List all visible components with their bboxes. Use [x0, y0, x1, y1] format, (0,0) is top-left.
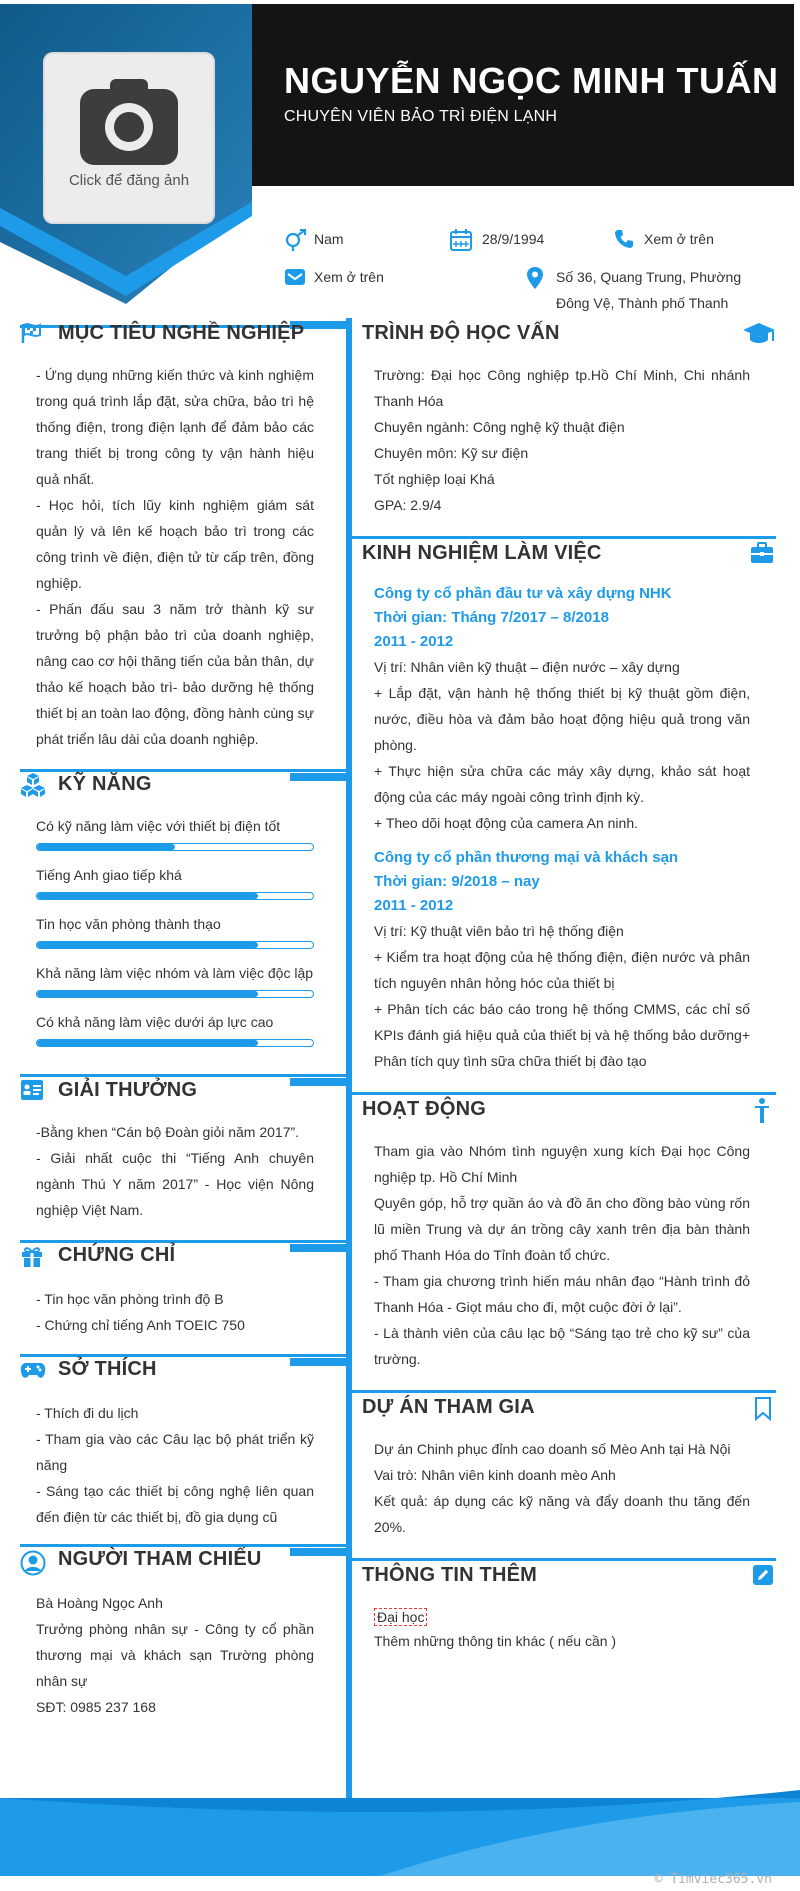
hobbies-title[interactable]: SỞ THÍCH	[58, 1358, 157, 1380]
skill-bar	[36, 990, 314, 998]
gender-icon	[284, 229, 310, 251]
education-grade[interactable]: Tốt nghiệp loại Khá	[374, 471, 495, 487]
skills-rule-accent	[290, 773, 346, 781]
project-line: Dự án Chinh phục đỉnh cao doanh số Mèo Anh tại Hà Nội	[374, 1441, 731, 1457]
email-icon	[284, 267, 306, 287]
experience-rule	[352, 536, 776, 539]
reference-position: Trưởng phòng nhân sự - Công ty cổ phần thương mại và khách sạn Trường phòng nhân sự	[36, 1621, 314, 1689]
skill-label[interactable]: Khả năng làm việc nhóm và làm việc độc lập	[36, 965, 314, 981]
awards-title[interactable]: GIẢI THƯỞNG	[58, 1079, 198, 1101]
person-icon	[754, 1098, 770, 1124]
activities-body[interactable]	[374, 1138, 750, 1372]
hobbies-body[interactable]	[36, 1400, 314, 1530]
objective-line: - Ứng dụng những kiến thức và kinh nghiệm trong quá trình lắp đặt, sửa chữa, bảo trì hệ thống điện, trong điện lạnh để đảm bảo các trang thiết bị trong công ty vận hành hiệu quả nhất.	[36, 367, 314, 487]
user-circle-icon	[20, 1550, 46, 1576]
projects-body[interactable]	[374, 1436, 750, 1540]
skill-bar-fill	[37, 893, 258, 899]
award-line: -Bằng khen “Cán bộ Đoàn giỏi năm 2017”.	[36, 1124, 300, 1140]
gender-value[interactable]: Nam	[314, 231, 344, 247]
certificates-rule	[20, 1240, 346, 1243]
awards-body[interactable]	[36, 1119, 314, 1223]
job-duty: + Theo dõi hoạt động của camera An ninh.	[374, 815, 638, 831]
activity-line: Tham gia vào Nhóm tình nguyện xung kích Đại học Công nghiệp tp. Hồ Chí Minh	[374, 1143, 750, 1185]
flag-icon	[20, 322, 46, 344]
phone-value[interactable]: Xem ở trên	[644, 231, 714, 247]
activities-rule	[352, 1092, 776, 1095]
skill-bar	[36, 1039, 314, 1047]
camera-icon	[80, 79, 178, 165]
photo-panel	[0, 4, 252, 310]
phone-icon	[614, 229, 634, 249]
awards-rule	[20, 1074, 346, 1077]
certificate-line: - Tin học văn phòng trình độ B	[36, 1291, 224, 1307]
education-school[interactable]: Trường: Đại học Công nghiệp tp.Hồ Chí Minh, Chi nhánh Thanh Hóa	[374, 367, 750, 409]
activity-line: Quyên góp, hỗ trợ quần áo và đồ ăn cho đồng bào vùng rốn lũ miền Trung và dự án trồng cây xanh trên địa bàn thành phố Thanh Hóa do Tỉnh đoàn tổ chức.	[374, 1195, 750, 1263]
education-title[interactable]: TRÌNH ĐỘ HỌC VẤN	[362, 322, 560, 344]
skill-bar-fill	[37, 991, 258, 997]
reference-rule-accent	[290, 1548, 346, 1556]
hobbies-rule-accent	[290, 1358, 346, 1366]
birthday-value[interactable]: 28/9/1994	[482, 231, 545, 247]
skill-bar-fill	[37, 942, 258, 948]
award-line: - Giải nhất cuộc thi “Tiếng Anh chuyên ngành Thú Y năm 2017” - Học viện Nông nghiệp Việt Nam.	[36, 1150, 314, 1218]
job-duty: + Phân tích các báo cáo trong hệ thống CMMS, các chỉ số KPIs đánh giá hiệu quả của thiết bị và hệ thống bảo dưỡng+ Phân tích quy tình sữa chữa thiết bị đào tạo	[374, 1001, 750, 1069]
hobby-line: - Thích đi du lịch	[36, 1405, 139, 1421]
job-position[interactable]: Vị trí: Nhân viên kỹ thuật – điện nước – xây dựng	[374, 659, 680, 675]
job-time[interactable]: Thời gian: Tháng 7/2017 – 8/2018	[374, 609, 609, 626]
activity-line: - Là thành viên của câu lạc bộ “Sáng tạo trẻ cho kỹ sư” của trường.	[374, 1325, 750, 1367]
job-duties[interactable]	[374, 680, 750, 836]
objective-title[interactable]: MỤC TIÊU NGHỀ NGHIỆP	[58, 322, 305, 344]
address-line1[interactable]: Số 36, Quang Trung, Phường	[556, 269, 742, 285]
awards-rule-accent	[290, 1078, 346, 1086]
project-line: Kết quả: áp dụng các kỹ năng và đẩy doanh thu tăng đến 20%.	[374, 1493, 750, 1535]
job-time[interactable]: Thời gian: 9/2018 – nay	[374, 873, 540, 890]
column-divider	[346, 318, 352, 1798]
location-pin-icon	[526, 267, 544, 289]
skill-bar	[36, 892, 314, 900]
extra-title[interactable]: THÔNG TIN THÊM	[362, 1564, 538, 1586]
projects-title[interactable]: DỰ ÁN THAM GIA	[362, 1396, 535, 1418]
skill-bar	[36, 843, 314, 851]
activity-line: - Tham gia chương trình hiến máu nhân đạo “Hành trình đỏ Thanh Hóa - Giọt máu cho đi, một cuộc đời ở lại”.	[374, 1273, 750, 1315]
skills-title[interactable]: KỸ NĂNG	[58, 773, 152, 795]
job-title[interactable]: CHUYÊN VIÊN BẢO TRÌ ĐIỆN LẠNH	[284, 108, 558, 125]
briefcase-icon	[750, 542, 774, 564]
education-gpa[interactable]: GPA: 2.9/4	[374, 497, 442, 513]
hobby-line: - Sáng tạo các thiết bị công nghệ liên quan đến điện từ các thiết bị, đồ gia dụng cũ	[36, 1483, 314, 1525]
reference-name: Bà Hoàng Ngọc Anh	[36, 1595, 163, 1611]
extra-line2[interactable]: Thêm những thông tin khác ( nếu cần )	[374, 1633, 617, 1649]
skills-rule	[20, 769, 346, 772]
job-years[interactable]: 2011 - 2012	[374, 897, 454, 914]
skill-label[interactable]: Có kỹ năng làm việc với thiết bị điện tốt	[36, 818, 281, 834]
certificates-body[interactable]	[36, 1286, 314, 1338]
watermark: © Timviec365.vn	[654, 1872, 772, 1887]
job-company[interactable]: Công ty cổ phần thương mại và khách sạn	[374, 849, 679, 866]
email-value[interactable]: Xem ở trên	[314, 269, 384, 285]
skill-bar-fill	[37, 1040, 258, 1046]
extra-line1[interactable]	[374, 1604, 427, 1630]
skill-label[interactable]: Có khả năng làm việc dưới áp lực cao	[36, 1014, 274, 1030]
job-position[interactable]: Vị trí: Kỹ thuật viên bảo trì hệ thống điện	[374, 923, 624, 939]
job-duties[interactable]	[374, 944, 750, 1074]
footer-wave	[0, 1790, 800, 1876]
graduation-cap-icon	[742, 322, 776, 346]
activities-title[interactable]: HOẠT ĐỘNG	[362, 1098, 487, 1120]
cubes-icon	[20, 772, 46, 798]
extra-line1-text[interactable]: Đại học	[374, 1608, 427, 1626]
job-company[interactable]: Công ty cổ phần đầu tư và xây dựng NHK	[374, 585, 672, 602]
skill-label[interactable]: Tiếng Anh giao tiếp khá	[36, 867, 182, 883]
project-line: Vai trò: Nhân viên kinh doanh mèo Anh	[374, 1467, 616, 1483]
hobbies-rule	[20, 1354, 346, 1357]
photo-upload[interactable]	[45, 54, 213, 222]
job-duty: + Thực hiện sửa chữa các máy xây dựng, khảo sát hoạt động của các máy ngoài công trình định kỳ.	[374, 763, 750, 805]
experience-title[interactable]: KINH NGHIỆM LÀM VIỆC	[362, 542, 602, 564]
skill-label[interactable]: Tin học văn phòng thành thạo	[36, 916, 221, 932]
gift-icon	[20, 1244, 44, 1268]
photo-caption: Click để đăng ảnh	[68, 172, 190, 189]
job-duty: + Kiểm tra hoạt động của hệ thống điện, điện nước và phân tích nguyên nhân hỏng hóc của thiết bị	[374, 949, 750, 991]
bookmark-icon	[754, 1397, 772, 1421]
reference-title[interactable]: NGƯỜI THAM CHIẾU	[58, 1548, 262, 1570]
gamepad-icon	[20, 1362, 46, 1380]
id-card-icon	[20, 1079, 44, 1101]
reference-body[interactable]	[36, 1590, 314, 1720]
reference-phone: SĐT: 0985 237 168	[36, 1699, 156, 1715]
objective-line: - Phấn đấu sau 3 năm trở thành kỹ sư trưởng bộ phận bảo trì của doanh nghiệp, nâng cao cơ hội thăng tiến của bản thân, dự thảo kế hoạch bảo trì- bảo dưỡng hệ thống thiết bị an toàn lao động, đồng hành cùng sự phát triển lâu dài của doanh nghiệp.	[36, 601, 314, 747]
skill-bar	[36, 941, 314, 949]
education-major[interactable]: Chuyên ngành: Công nghệ kỹ thuật điện	[374, 419, 625, 435]
job-duty: + Lắp đặt, vận hành hệ thống thiết bị kỹ thuật gồm điện, nước, điều hòa và đảm bảo hoạt động hiệu quả trong văn phòng.	[374, 685, 750, 753]
calendar-icon	[450, 229, 472, 251]
objective-body[interactable]	[36, 362, 314, 752]
education-specialty[interactable]: Chuyên môn: Kỹ sư điện	[374, 445, 529, 461]
objective-line: - Học hỏi, tích lũy kinh nghiệm giám sát quản lý và lên kế hoạch bảo trì trong các công trình về điện, điện tử từ cấp trên, đồng nghiệp.	[36, 497, 314, 591]
skill-bar-fill	[37, 844, 175, 850]
reference-rule	[20, 1544, 346, 1547]
candidate-name[interactable]: NGUYỄN NGỌC MINH TUẤN	[284, 60, 779, 101]
certificates-title[interactable]: CHỨNG CHỈ	[58, 1244, 176, 1266]
job-years[interactable]: 2011 - 2012	[374, 633, 454, 650]
certificate-line: - Chứng chỉ tiếng Anh TOEIC 750	[36, 1317, 245, 1333]
extra-rule	[352, 1558, 776, 1561]
projects-rule	[352, 1390, 776, 1393]
hobby-line: - Tham gia vào các Câu lạc bộ phát triển kỹ năng	[36, 1431, 314, 1473]
certificates-rule-accent	[290, 1244, 346, 1252]
address-line2[interactable]: Đông Vệ, Thành phố Thanh	[556, 295, 729, 311]
edit-icon	[752, 1564, 774, 1586]
